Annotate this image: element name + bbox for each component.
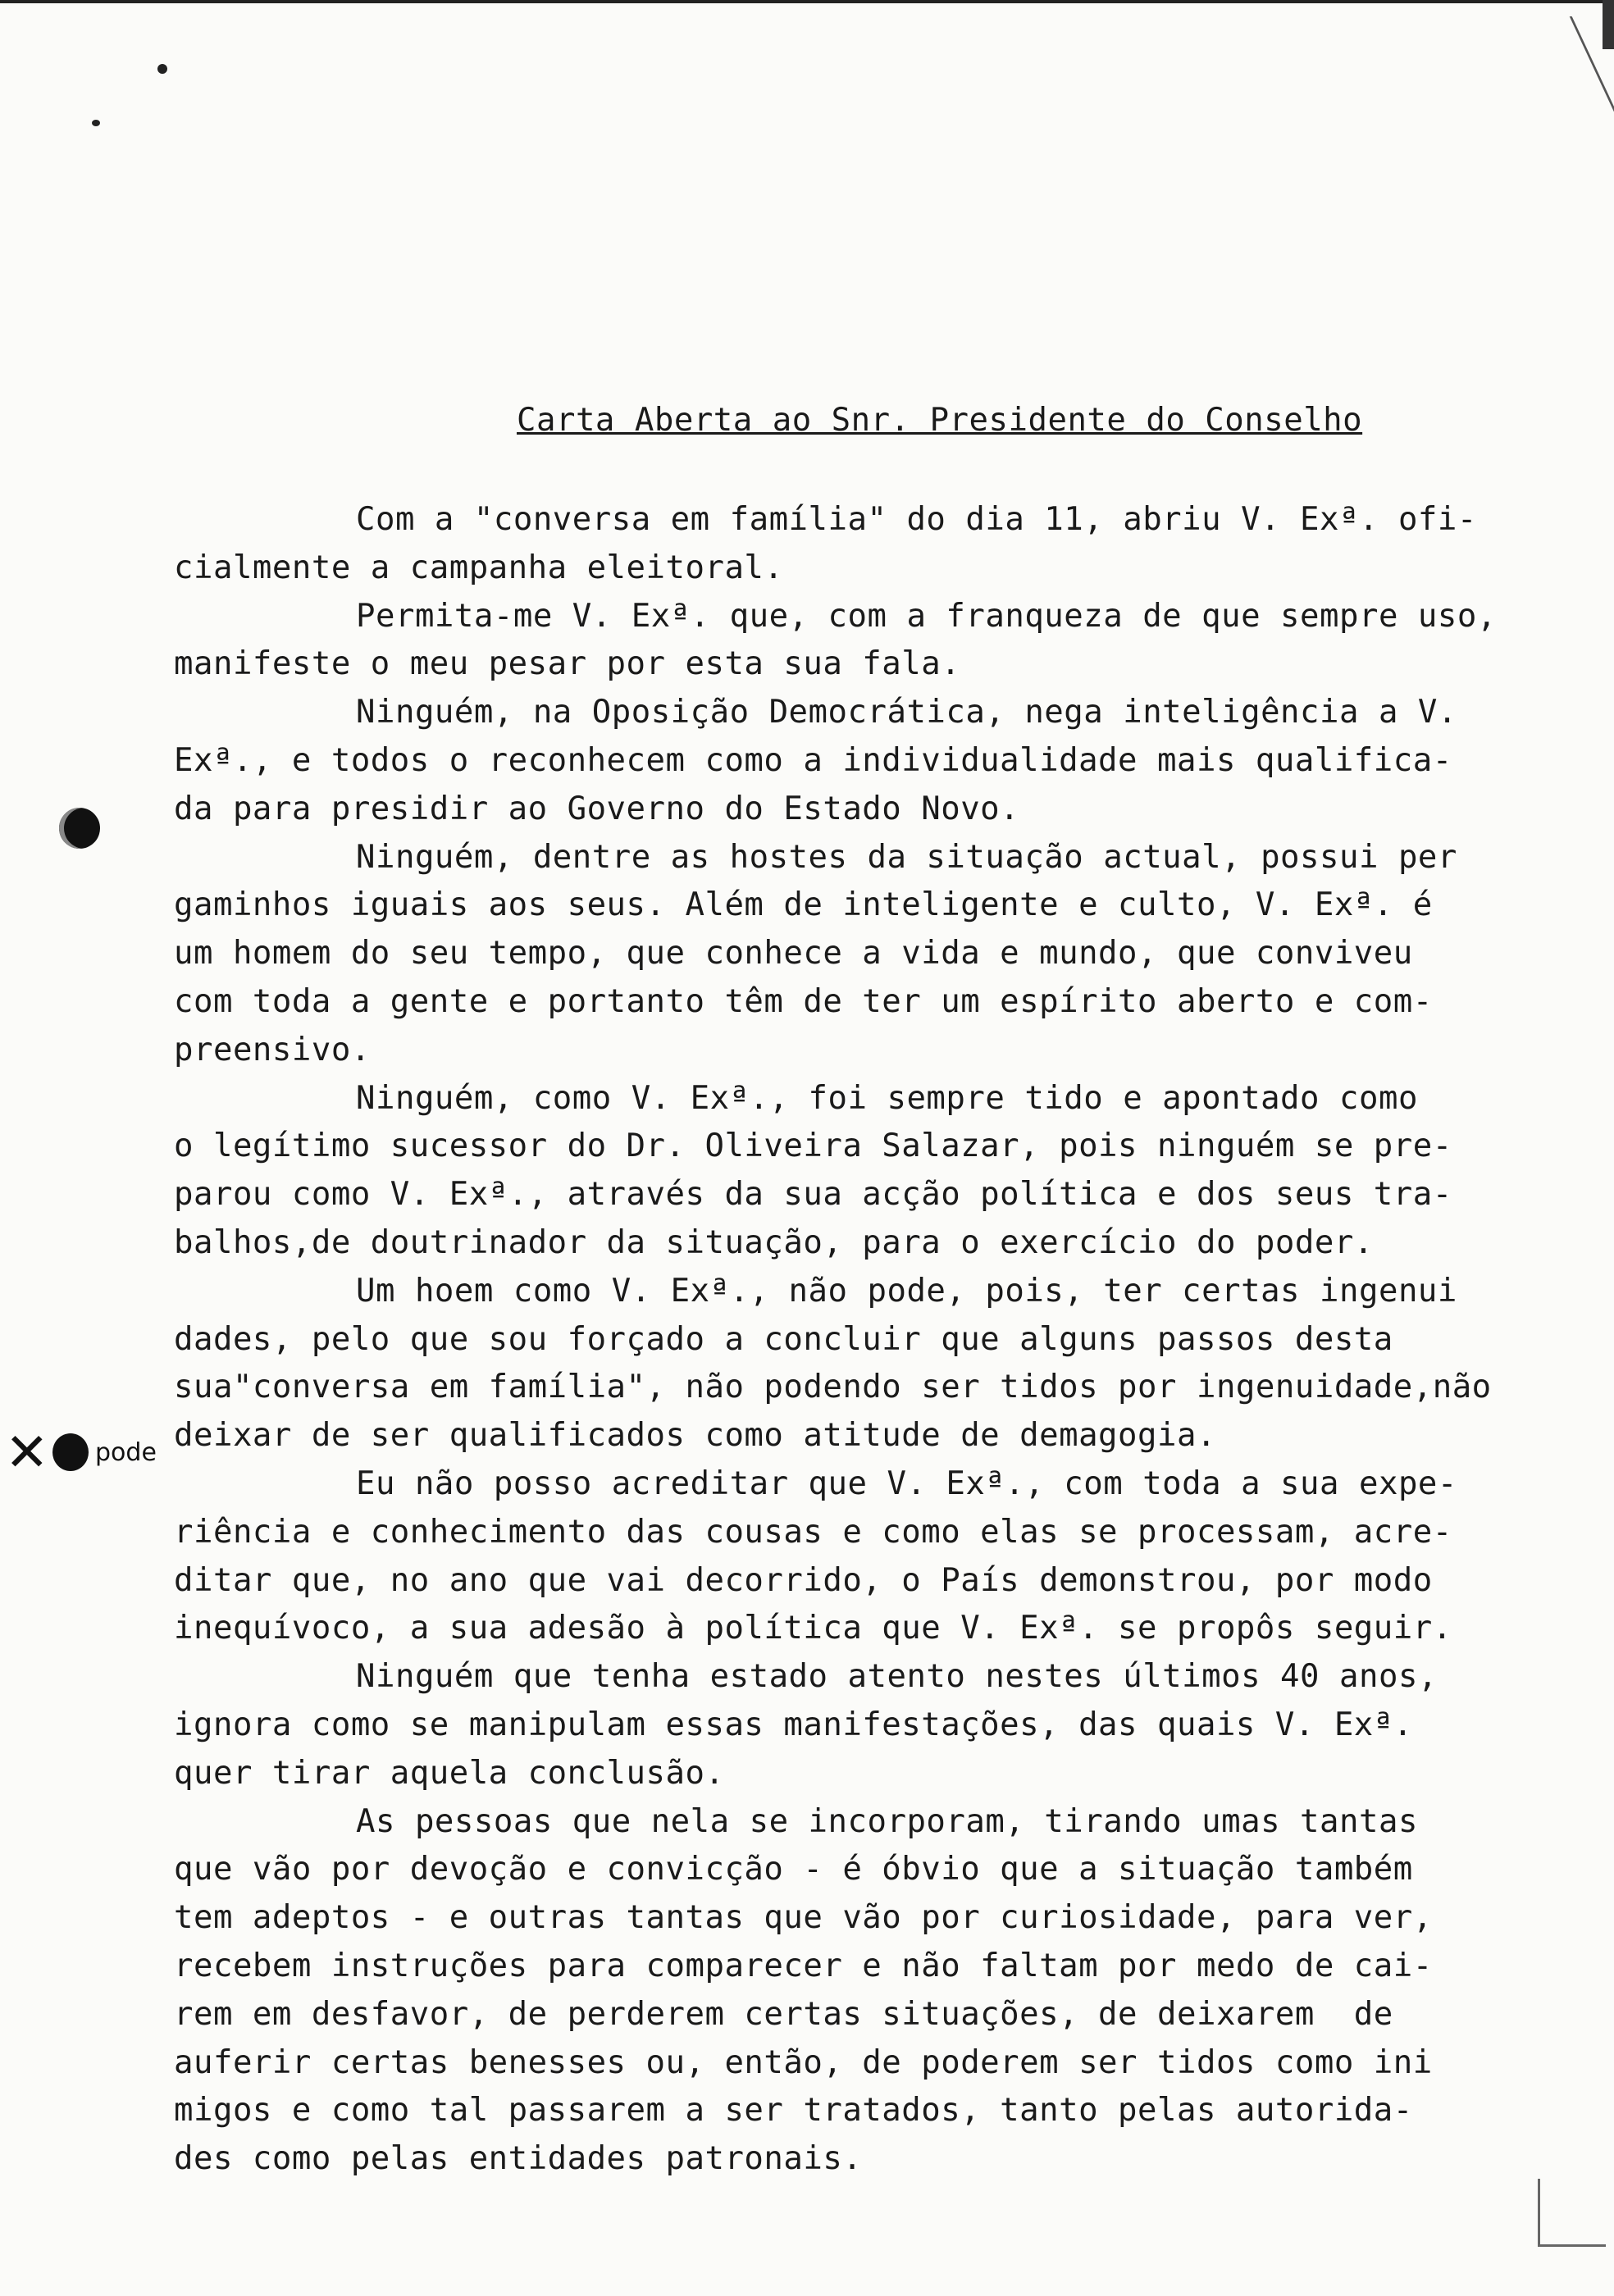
- page-top-edge: [0, 0, 1614, 10]
- text-line: Eu não posso acreditar que V. Exª., com toda a sua expe-: [356, 1465, 1457, 1502]
- text-line: preensivo.: [174, 1031, 371, 1068]
- text-line: manifeste o meu pesar por esta sua fala.: [174, 645, 961, 683]
- text-line: riência e conhecimento das cousas e como elas se processam, acre-: [174, 1513, 1452, 1551]
- text-line: recebem instruções para comparecer e não faltam por medo de cai-: [174, 1947, 1433, 1984]
- letter-body: [174, 496, 1527, 2184]
- text-line: dades, pelo que sou forçado a concluir que alguns passos desta: [174, 1320, 1393, 1358]
- text-line: parou como V. Exª., através da sua acção política e dos seus tra-: [174, 1176, 1452, 1214]
- text-line: que vão por devoção e convicção - é óbvio que a situação também: [174, 1851, 1413, 1888]
- text-line: ditar que, no ano que vai decorrido, o País demonstrou, por modo: [174, 1561, 1433, 1599]
- text-line: Com a "conversa em família" do dia 11, abriu V. Exª. ofi-: [356, 501, 1477, 538]
- text-line: des como pelas entidades patronais.: [174, 2140, 863, 2178]
- text-line: Ninguém que tenha estado atento nestes últimos 40 anos,: [356, 1658, 1438, 1696]
- cross-mark: ✕: [5, 1423, 49, 1483]
- text-line: um homem do seu tempo, que conhece a vida e mundo, que conviveu: [174, 935, 1413, 973]
- document-title: Carta Aberta ao Snr. Presidente do Conselho: [517, 402, 1363, 439]
- text-line: quer tirar aquela conclusão.: [174, 1754, 725, 1792]
- ink-speck: [157, 64, 167, 74]
- text-line: migos e como tal passarem a ser tratados, tanto pelas autorida-: [174, 2092, 1413, 2130]
- text-line: rem em desfavor, de perderem certas situações, de deixarem de: [174, 1995, 1393, 2033]
- text-line: auferir certas benesses ou, então, de poderem ser tidos como ini: [174, 2043, 1433, 2081]
- text-line: sua"conversa em família", não podendo ser tidos por ingenuidade,não: [174, 1369, 1492, 1406]
- text-line: ignora como se manipulam essas manifestações, das quais V. Exª.: [174, 1706, 1413, 1743]
- punch-hole-small: [52, 1433, 89, 1471]
- punch-hole: [59, 808, 100, 849]
- text-line: deixar de ser qualificados como atitude de demagogia.: [174, 1417, 1216, 1455]
- text-line: Um hoem como V. Exª., não pode, pois, ter certas ingenui: [356, 1272, 1457, 1310]
- bottom-corner-mark: [1538, 2179, 1606, 2247]
- text-line: Exª., e todos o reconhecem como a individualidade mais qualifica-: [174, 741, 1452, 779]
- text-line: com toda a gente e portanto têm de ter um espírito aberto e com-: [174, 982, 1433, 1020]
- text-line: tem adeptos - e outras tantas que vão por curiosidade, para ver,: [174, 1899, 1433, 1937]
- margin-note: pode: [95, 1438, 157, 1467]
- text-line: Permita-me V. Exª. que, com a franqueza de que sempre uso,: [356, 597, 1497, 635]
- text-line: As pessoas que nela se incorporam, tirando umas tantas: [356, 1802, 1418, 1840]
- text-line: gaminhos iguais aos seus. Além de inteligente e culto, V. Exª. é: [174, 886, 1433, 924]
- text-line: o legítimo sucessor do Dr. Oliveira Salazar, pois ninguém se pre-: [174, 1128, 1452, 1165]
- text-line: Ninguém, na Oposição Democrática, nega inteligência a V.: [356, 694, 1457, 731]
- text-line: Ninguém, como V. Exª., foi sempre tido e apontado como: [356, 1079, 1418, 1117]
- text-line: da para presidir ao Governo do Estado Novo.: [174, 790, 1020, 827]
- text-line: cialmente a campanha eleitoral.: [174, 549, 784, 586]
- ink-speck: [92, 120, 100, 126]
- text-line: balhos,de doutrinador da situação, para o exercício do poder.: [174, 1223, 1374, 1261]
- page-right-edge: [1603, 0, 1614, 49]
- text-line: Ninguém, dentre as hostes da situação actual, possui per: [356, 838, 1457, 876]
- text-line: inequívoco, a sua adesão à política que V. Exª. se propôs seguir.: [174, 1610, 1452, 1647]
- folded-corner: [1471, 16, 1614, 148]
